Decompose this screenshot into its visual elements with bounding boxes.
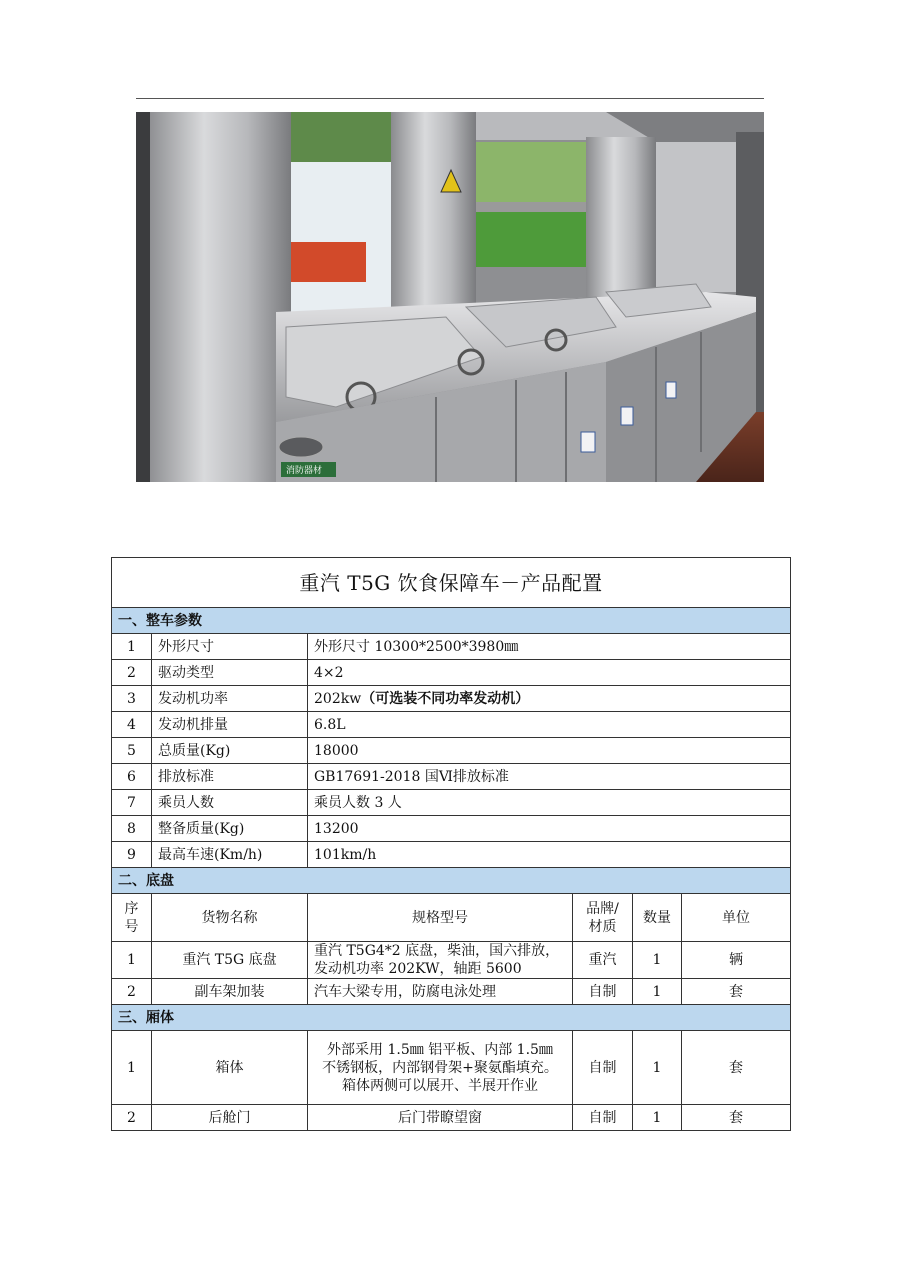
- param-value: 6.8L: [308, 712, 791, 738]
- spec-line: 发动机功率 202KW，轴距 5600: [314, 961, 522, 977]
- table-row: [112, 660, 791, 686]
- kitchen-photo: [136, 112, 764, 482]
- item-name: 副车架加装: [152, 979, 308, 1005]
- header-text: 号: [124, 918, 139, 935]
- param-name: 整备质量(Kg): [152, 816, 308, 842]
- row-number: 1: [112, 1031, 152, 1105]
- row-number: 5: [112, 738, 152, 764]
- table-row: [112, 979, 791, 1005]
- table-row: [112, 738, 791, 764]
- column-header-name: 货物名称: [152, 894, 308, 942]
- table-row: [112, 712, 791, 738]
- item-qty: 1: [633, 1105, 682, 1131]
- table-title: 重汽 T5G 饮食保障车－产品配置: [112, 558, 791, 608]
- table-row: [112, 816, 791, 842]
- table-row: [112, 1031, 791, 1105]
- param-value: GB17691-2018 国Ⅵ排放标准: [308, 764, 791, 790]
- param-value: 乘员人数 3 人: [308, 790, 791, 816]
- param-value: 4×2: [308, 660, 791, 686]
- param-value-cell: [308, 686, 791, 712]
- param-name: 最高车速(Km/h): [152, 842, 308, 868]
- item-spec: [308, 1031, 573, 1105]
- item-brand: 自制: [573, 1105, 633, 1131]
- column-header-no: [112, 894, 152, 942]
- item-name: 后舱门: [152, 1105, 308, 1131]
- table-row: [112, 790, 791, 816]
- item-spec: [308, 942, 573, 979]
- item-name: 重汽 T5G 底盘: [152, 942, 308, 979]
- column-header-spec: 规格型号: [308, 894, 573, 942]
- param-name: 总质量(Kg): [152, 738, 308, 764]
- row-number: 2: [112, 1105, 152, 1131]
- row-number: 7: [112, 790, 152, 816]
- row-number: 9: [112, 842, 152, 868]
- section-heading-body: 三、厢体: [112, 1005, 791, 1031]
- item-brand: 自制: [573, 1031, 633, 1105]
- table-row: [112, 942, 791, 979]
- spec-line: 外部采用 1.5㎜ 铝平板、内部 1.5㎜: [327, 1041, 553, 1058]
- column-header-brand: [573, 894, 633, 942]
- table-row: [112, 842, 791, 868]
- param-name: 发动机功率: [152, 686, 308, 712]
- column-header-row: [112, 894, 791, 942]
- product-config-table: [111, 557, 791, 1131]
- row-number: 8: [112, 816, 152, 842]
- column-header-qty: 数量: [633, 894, 682, 942]
- item-qty: 1: [633, 942, 682, 979]
- param-value: 外形尺寸 10300*2500*3980㎜: [308, 634, 791, 660]
- row-number: 1: [112, 942, 152, 979]
- item-unit: 套: [682, 1031, 791, 1105]
- param-name: 排放标准: [152, 764, 308, 790]
- table-row: [112, 686, 791, 712]
- param-name: 乘员人数: [152, 790, 308, 816]
- item-spec: 后门带瞭望窗: [308, 1105, 573, 1131]
- column-header-unit: 单位: [682, 894, 791, 942]
- item-brand: 重汽: [573, 942, 633, 979]
- param-value: 18000: [308, 738, 791, 764]
- param-value: 202kw: [314, 690, 362, 707]
- spec-line: 重汽 T5G4*2 底盘，柴油，国六排放，: [314, 943, 560, 959]
- item-qty: 1: [633, 1031, 682, 1105]
- item-qty: 1: [633, 979, 682, 1005]
- param-name: 外形尺寸: [152, 634, 308, 660]
- row-number: 2: [112, 979, 152, 1005]
- row-number: 1: [112, 634, 152, 660]
- row-number: 2: [112, 660, 152, 686]
- table-row: [112, 1105, 791, 1131]
- top-rule: [136, 98, 764, 99]
- item-brand: 自制: [573, 979, 633, 1005]
- param-value: 13200: [308, 816, 791, 842]
- row-number: 3: [112, 686, 152, 712]
- item-unit: 套: [682, 1105, 791, 1131]
- param-value-note: （可选装不同功率发动机）: [361, 690, 530, 707]
- spec-line: 箱体两侧可以展开、半展开作业: [342, 1077, 538, 1094]
- item-name: 箱体: [152, 1031, 308, 1105]
- param-value: 101km/h: [308, 842, 791, 868]
- header-text: 品牌/: [586, 900, 619, 917]
- row-number: 6: [112, 764, 152, 790]
- header-text: 序: [124, 900, 139, 917]
- spec-line: 不锈钢板，内部钢骨架+聚氨酯填充。: [322, 1059, 558, 1076]
- photo-sign-text: 消防器材: [286, 466, 323, 476]
- item-spec: 汽车大梁专用，防腐电泳处理: [308, 979, 573, 1005]
- param-name: 发动机排量: [152, 712, 308, 738]
- header-text: 材质: [588, 918, 617, 935]
- section-heading-vehicle-params: 一、整车参数: [112, 608, 791, 634]
- table-row: [112, 764, 791, 790]
- item-unit: 辆: [682, 942, 791, 979]
- section-heading-chassis: 二、底盘: [112, 868, 791, 894]
- param-name: 驱动类型: [152, 660, 308, 686]
- item-unit: 套: [682, 979, 791, 1005]
- row-number: 4: [112, 712, 152, 738]
- table-row: [112, 634, 791, 660]
